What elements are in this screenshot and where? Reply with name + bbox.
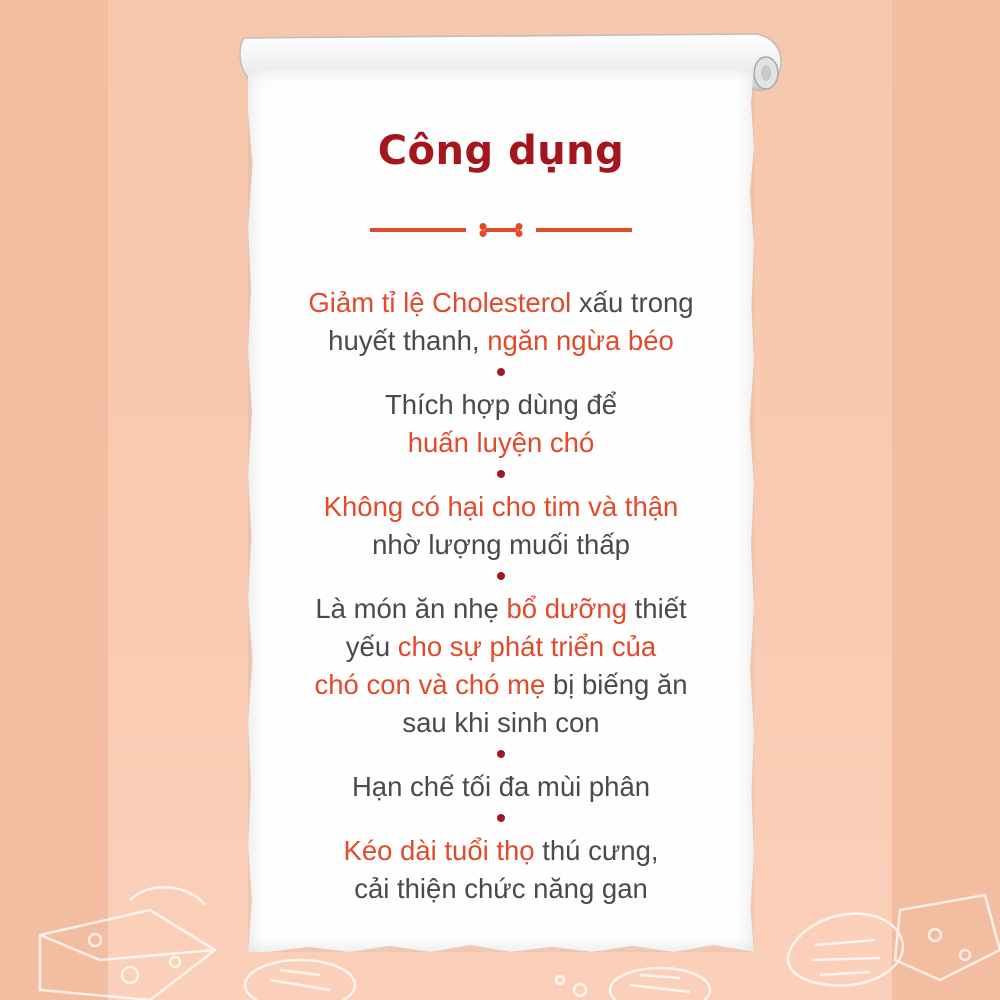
- highlight-text: cho sự phát triển của: [397, 631, 657, 662]
- bone-icon: [480, 223, 523, 237]
- highlight-text: bổ dưỡng: [506, 593, 628, 624]
- plain-text: sau khi sinh con: [402, 707, 600, 738]
- plain-text: Hạn chế tối đa mùi phân: [351, 771, 651, 802]
- benefit-line: [248, 768, 754, 806]
- highlight-text: Không có hại cho tim và thận: [323, 491, 679, 522]
- benefit-item: [248, 386, 754, 462]
- bullet-dot: [497, 368, 505, 376]
- plain-text: nhờ lượng muối thấp: [372, 529, 630, 560]
- benefit-line: [248, 870, 754, 908]
- highlight-text: Giảm tỉ lệ Cholesterol: [308, 287, 572, 318]
- benefit-line: [248, 704, 754, 742]
- benefit-item: [248, 284, 754, 360]
- benefit-line: [248, 284, 754, 322]
- benefit-item: [248, 590, 754, 742]
- bullet-dot: [497, 572, 505, 580]
- benefits-list: [248, 284, 754, 908]
- benefit-item: [248, 832, 754, 908]
- plain-text: thú cưng,: [534, 835, 659, 866]
- highlight-text: huấn luyện chó: [407, 427, 595, 458]
- plain-text: Thích hợp dùng để: [384, 389, 618, 420]
- highlight-text: ngăn ngừa béo: [487, 325, 674, 356]
- benefit-line: [248, 590, 754, 628]
- plain-text: thiết: [627, 593, 687, 624]
- plain-text: Là món ăn nhẹ: [315, 593, 507, 624]
- benefit-line: [248, 386, 754, 424]
- plain-text: yếu: [345, 631, 398, 662]
- page-title: Công dụng: [377, 128, 625, 174]
- plain-text: huyết thanh,: [328, 325, 488, 356]
- highlight-text: chó con và chó mẹ: [314, 669, 546, 700]
- benefit-line: [248, 832, 754, 870]
- bullet-dot: [497, 470, 505, 478]
- highlight-text: Kéo dài tuổi thọ: [343, 835, 535, 866]
- benefit-line: [248, 526, 754, 564]
- benefit-line: [248, 322, 754, 360]
- plain-text: xấu trong: [571, 287, 694, 318]
- benefit-item: [248, 768, 754, 806]
- benefit-line: [248, 424, 754, 462]
- benefit-line: [248, 488, 754, 526]
- plain-text: bị biếng ăn: [545, 669, 688, 700]
- bullet-dot: [497, 750, 505, 758]
- benefit-item: [248, 488, 754, 564]
- bullet-dot: [497, 814, 505, 822]
- title-divider: [370, 222, 632, 238]
- benefit-line: [248, 628, 754, 666]
- plain-text: cải thiện chức năng gan: [354, 873, 648, 904]
- benefit-line: [248, 666, 754, 704]
